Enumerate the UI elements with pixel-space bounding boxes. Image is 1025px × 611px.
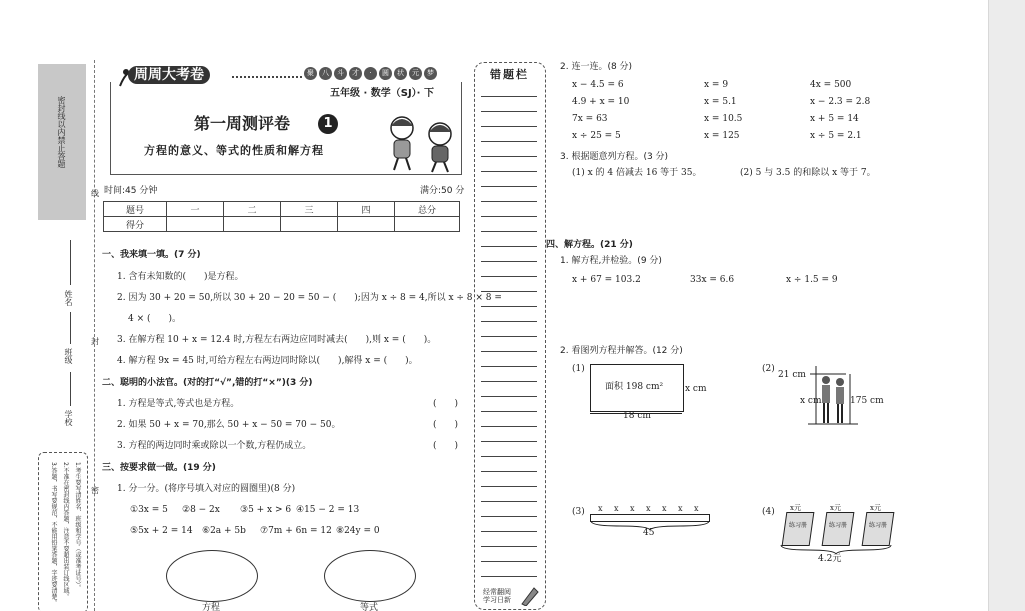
section1-title: 一、我来填一填。(7 分)	[102, 250, 201, 260]
error-line[interactable]	[481, 561, 537, 562]
pen-icon	[518, 584, 540, 606]
fig1-label: (1)	[572, 364, 585, 374]
slogan-char: 梦	[424, 67, 437, 80]
error-line[interactable]	[481, 141, 537, 142]
height-measure-icon	[806, 362, 860, 426]
fig4-total: 4.2元	[818, 554, 842, 564]
s1-q3: 3. 在解方程 10 + x = 12.4 时,方程左右两边应同时减去( ),则 x = ( )。	[117, 335, 437, 345]
score-header: 题号	[104, 202, 167, 217]
s2-answer-2[interactable]: ( )	[433, 420, 459, 430]
kids-illustration-icon	[380, 112, 466, 174]
header-dots	[232, 76, 302, 78]
fig3-x-label: x	[662, 504, 667, 513]
slogan-char: 聚	[304, 67, 317, 80]
s4-q1: 1. 解方程,并检验。(9 分)	[560, 256, 662, 266]
error-line[interactable]	[481, 546, 537, 547]
fig3-total: 45	[643, 528, 655, 538]
error-column-title: 错题栏	[490, 68, 529, 81]
slogan-char: 圆	[379, 67, 392, 80]
equation-circle-label: 方程	[202, 603, 221, 611]
s2-answer-1[interactable]: ( )	[433, 399, 459, 409]
school-label: 学校	[64, 410, 73, 426]
error-line[interactable]	[481, 576, 537, 577]
s3-expr: ⑧24y = 0	[336, 526, 380, 536]
time-label: 时间:45 分钟	[104, 186, 158, 196]
error-line[interactable]	[481, 156, 537, 157]
cut-char-3: 密	[91, 486, 99, 495]
test-subtitle: 方程的意义、等式的性质和解方程	[144, 144, 324, 157]
error-line[interactable]	[481, 381, 537, 382]
name-label: 姓名	[64, 290, 73, 306]
class-label: 班级	[64, 348, 73, 364]
s2-item-1: 1. 方程是等式,等式也是方程。	[117, 399, 240, 409]
cut-char-1: 线	[91, 189, 99, 198]
fig4-price: x元	[830, 504, 841, 512]
error-line[interactable]	[481, 96, 537, 97]
error-line[interactable]	[481, 531, 537, 532]
fig2-label: (2)	[762, 364, 775, 374]
connect-item[interactable]: x = 5.1	[704, 97, 737, 107]
connect-item[interactable]: x = 9	[704, 80, 729, 90]
section4-title: 四、解方程。(21 分)	[546, 240, 633, 250]
workbook-label: 练习册	[829, 522, 848, 529]
slogan-char: ·	[364, 67, 377, 80]
fig3-label: (3)	[572, 507, 585, 517]
s3-expr: ②8 − 2x	[182, 505, 220, 515]
section3-title: 三、按要求做一做。(19 分)	[102, 463, 216, 473]
connect-item[interactable]: x ÷ 25 = 5	[572, 131, 621, 141]
fig4-price: x元	[790, 504, 801, 512]
error-line[interactable]	[481, 471, 537, 472]
s4-q2: 2. 看图列方程并解答。(12 分)	[560, 346, 683, 356]
connect-item[interactable]: x − 2.3 = 2.8	[810, 97, 871, 107]
score-header: 四	[338, 202, 395, 217]
error-line[interactable]	[481, 336, 537, 337]
s3-expr: ⑤5x + 2 = 14	[130, 526, 193, 536]
fig2-right: 175 cm	[850, 396, 884, 406]
test-title: 第一周测评卷	[194, 114, 291, 133]
s3-q1: 1. 分一分。(将序号填入对应的圆圈里)(8 分)	[117, 484, 296, 494]
identity-circle[interactable]	[324, 550, 416, 602]
slogan-char: 才	[349, 67, 362, 80]
error-line[interactable]	[481, 201, 537, 202]
fig3-x-label: x	[630, 504, 635, 513]
school-underline	[70, 372, 71, 406]
error-line[interactable]	[481, 426, 537, 427]
test-number-badge: 1	[318, 114, 338, 134]
equation-circle[interactable]	[166, 550, 258, 602]
grade-label: 五年级 · 数学（SJ）· 下	[330, 88, 434, 99]
notice-2: 2.不准在密封线内答题，注意不要超出装订线区域。	[62, 462, 69, 600]
s3-expr: ⑦7m + 6n = 12	[260, 526, 332, 536]
s3-expr: ③5 + x > 6	[240, 505, 292, 515]
error-line[interactable]	[481, 231, 537, 232]
logo-text: 周周大考卷	[128, 66, 210, 84]
slogan-char: 八	[319, 67, 332, 80]
error-line[interactable]	[481, 396, 537, 397]
connect-item[interactable]: 4x = 500	[810, 80, 852, 90]
s2-item-3: 3. 方程的两边同时乘或除以一个数,方程仍成立。	[117, 441, 312, 451]
s4-eq-2: 33x = 6.6	[690, 275, 735, 285]
connect-item[interactable]: x − 4.5 = 6	[572, 80, 624, 90]
slogan-char: 斗	[334, 67, 347, 80]
error-line[interactable]	[481, 321, 537, 322]
error-line[interactable]	[481, 486, 537, 487]
fig2-left: x cm	[800, 396, 822, 406]
section2-title: 二、聪明的小法官。(对的打“√”,错的打“×”)(3 分)	[102, 378, 313, 388]
error-line[interactable]	[481, 171, 537, 172]
score-header: 三	[281, 202, 338, 217]
fig2-top: 21 cm	[778, 370, 806, 380]
s4-eq-1: x + 67 = 103.2	[572, 275, 641, 285]
fig3-x-label: x	[598, 504, 603, 513]
error-line[interactable]	[481, 366, 537, 367]
identity-circle-label: 等式	[360, 603, 379, 611]
s1-q4: 4. 解方程 9x = 45 时,可给方程左右两边同时除以( ),解得 x = ( )。	[117, 356, 418, 366]
score-row-label: 得分	[104, 217, 167, 232]
seal-note: 密封线以内禁止答题	[57, 96, 66, 168]
r-q3-item-2: (2) 5 与 3.5 的和除以 x 等于 7。	[740, 168, 876, 178]
notice-3: 3.答题，书写要规范，不能用铅笔答题，字迹要清楚。	[50, 462, 57, 606]
cut-char-2: 封	[91, 337, 99, 346]
error-line[interactable]	[481, 126, 537, 127]
score-cell[interactable]	[224, 217, 281, 232]
s3-expr: ④15 − 2 = 13	[296, 505, 360, 515]
connect-item[interactable]: 7x = 63	[572, 114, 608, 124]
notice-1: 1.考生要写清姓名、班级和学号（或准考证号）。	[74, 462, 81, 591]
workbook-label: 练习册	[869, 522, 888, 529]
fig3-x-label: x	[614, 504, 619, 513]
error-line[interactable]	[481, 246, 537, 247]
error-line[interactable]	[481, 261, 537, 262]
error-line[interactable]	[481, 441, 537, 442]
r-q2-title: 2. 连一连。(8 分)	[560, 62, 633, 72]
score-cell[interactable]	[281, 217, 338, 232]
fig1-area: 面积 198 cm²	[605, 382, 664, 392]
slogan-char: 状	[394, 67, 407, 80]
fig3-x-label: x	[678, 504, 683, 513]
s3-expr: ⑥2a + 5b	[202, 526, 246, 536]
error-column-footer: 经常翻阅 学习日新	[483, 588, 511, 604]
fig4-brace-icon	[780, 544, 892, 554]
score-header: 二	[224, 202, 281, 217]
s3-expr: ①3x = 5	[130, 505, 168, 515]
error-line[interactable]	[481, 111, 537, 112]
score-table	[103, 201, 460, 232]
error-line[interactable]	[481, 306, 537, 307]
s4-eq-3: x ÷ 1.5 = 9	[786, 275, 838, 285]
connect-item[interactable]: x = 125	[704, 131, 740, 141]
error-line[interactable]	[481, 456, 537, 457]
r-q3-item-1: (1) x 的 4 倍减去 16 等于 35。	[572, 168, 702, 178]
score-header: 一	[167, 202, 224, 217]
fig4-label: (4)	[762, 507, 775, 517]
fig3-x-label: x	[646, 504, 651, 513]
score-header: 总分	[395, 202, 460, 217]
score-cell[interactable]	[395, 217, 460, 232]
connect-item[interactable]: 4.9 + x = 10	[572, 97, 630, 107]
connect-item[interactable]: x + 5 = 14	[810, 114, 859, 124]
error-line[interactable]	[481, 291, 537, 292]
workbook-label: 练习册	[789, 522, 808, 529]
class-underline	[70, 312, 71, 344]
s2-answer-3[interactable]: ( )	[433, 441, 459, 451]
slogan	[304, 67, 437, 80]
full-score-label: 满分:50 分	[420, 186, 465, 196]
fig1-bottom: 18 cm	[623, 411, 651, 421]
name-underline	[70, 240, 71, 285]
error-line[interactable]	[481, 276, 537, 277]
error-line[interactable]	[481, 501, 537, 502]
s1-q1: 1. 含有未知数的( )是方程。	[117, 272, 244, 282]
r-q3-title: 3. 根据题意列方程。(3 分)	[560, 152, 669, 162]
connect-item[interactable]: x ÷ 5 = 2.1	[810, 131, 862, 141]
error-line[interactable]	[481, 216, 537, 217]
fig4-price: x元	[870, 504, 881, 512]
error-line[interactable]	[481, 411, 537, 412]
connect-item[interactable]: x = 10.5	[704, 114, 743, 124]
s1-q2b: 4 × ( )。	[128, 314, 182, 324]
error-line[interactable]	[481, 186, 537, 187]
fig3-x-label: x	[694, 504, 699, 513]
s1-q2: 2. 因为 30 + 20 = 50,所以 30 + 20 − 20 = 50 − ( );因为 x ÷ 8 = 4,所以 x ÷ 8 × 8 =	[117, 293, 502, 303]
error-line[interactable]	[481, 516, 537, 517]
s2-item-2: 2. 如果 50 + x = 70,那么 50 + x − 50 = 70 − 50。	[117, 420, 341, 430]
scrollbar-area[interactable]	[988, 0, 1025, 611]
score-cell[interactable]	[338, 217, 395, 232]
fig1-side: x cm	[685, 384, 707, 394]
slogan-char: 元	[409, 67, 422, 80]
score-cell[interactable]	[167, 217, 224, 232]
error-line[interactable]	[481, 351, 537, 352]
